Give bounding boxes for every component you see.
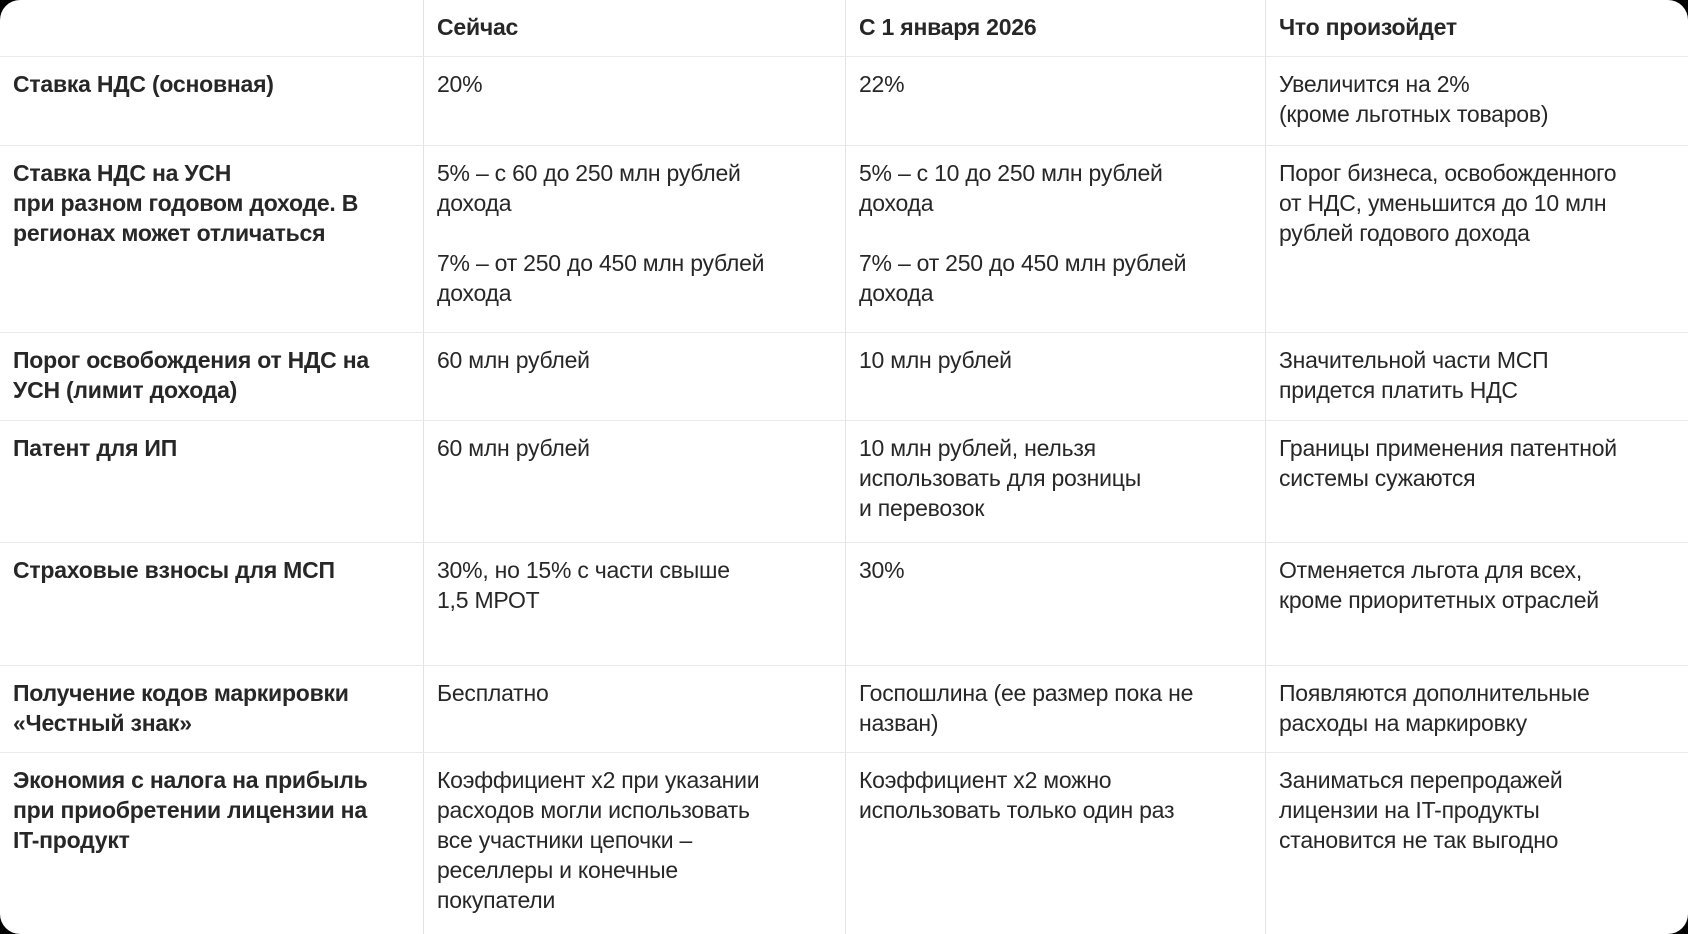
cell-line: 5% – с 60 до 250 млн рублей [437,160,741,186]
data-cell [1265,753,1688,934]
cell-line: при разном годовом доходе. В [13,190,359,216]
cell-paragraph [1279,69,1678,129]
cell-line: 5% – с 10 до 250 млн рублей [859,160,1163,186]
cell-line: реселлеры и конечные [437,857,678,883]
cell-paragraph [859,345,1255,375]
cell-line: Страховые взносы для МСП [13,557,335,583]
cell-line: придется платить НДС [1279,377,1518,403]
cell-paragraph [13,555,413,585]
cell-paragraph [13,158,413,248]
cell-line: 7% – от 250 до 450 млн рублей [437,250,765,276]
row-label-cell [0,146,423,332]
cell-paragraph [859,158,1255,218]
data-cell [1265,421,1688,542]
cell-line: становится не так выгодно [1279,827,1559,853]
table-row [0,333,1688,421]
cell-line: 30%, но 15% с части свыше [437,557,730,583]
cell-paragraph [437,248,835,308]
cell-line: Экономия с налога на прибыль [13,767,368,793]
header-cell-empty [0,0,423,56]
cell-line: Порог бизнеса, освобожденного [1279,160,1617,186]
cell-line: рублей годового дохода [1279,220,1530,246]
cell-line: 10 млн рублей [859,347,1012,373]
row-label-cell [0,543,423,665]
cell-paragraph [1279,158,1678,248]
cell-line: УСН (лимит дохода) [13,377,238,403]
data-cell [423,333,845,420]
cell-paragraph [437,158,835,218]
cell-line: «Честный знак» [13,710,192,736]
data-cell [1265,666,1688,752]
data-cell [1265,333,1688,420]
cell-line: Коэффициент x2 можно [859,767,1112,793]
table-row [0,753,1688,934]
cell-line: все участники цепочки – [437,827,693,853]
cell-line: покупатели [437,887,556,913]
cell-line: 60 млн рублей [437,435,590,461]
header-cell-now: Сейчас [423,0,845,56]
cell-line: Бесплатно [437,680,549,706]
cell-paragraph [859,555,1255,585]
cell-line: лицензии на IT-продукты [1279,797,1540,823]
cell-line: 1,5 МРОТ [437,587,540,613]
cell-paragraph [437,555,835,615]
cell-line: дохода [859,190,934,216]
cell-line: 20% [437,71,483,97]
cell-paragraph [13,433,413,463]
cell-line: назван) [859,710,939,736]
cell-line: расходов могли использовать [437,797,750,823]
data-cell [845,333,1265,420]
cell-paragraph [13,345,413,405]
cell-line: 60 млн рублей [437,347,590,373]
data-cell [423,543,845,665]
cell-line: дохода [859,280,934,306]
data-cell [845,57,1265,145]
header-cell-from-2026: С 1 января 2026 [845,0,1265,56]
cell-paragraph [1279,555,1678,615]
cell-line: Госпошлина (ее размер пока не [859,680,1194,706]
cell-paragraph [859,433,1255,523]
cell-paragraph [437,345,835,375]
data-cell [423,146,845,332]
cell-line: Увеличится на 2% [1279,71,1470,97]
table-row [0,666,1688,753]
cell-line: 22% [859,71,905,97]
row-label-cell [0,753,423,934]
cell-paragraph [1279,433,1678,493]
data-cell [423,666,845,752]
cell-line: 7% – от 250 до 450 млн рублей [859,250,1187,276]
cell-paragraph [13,69,413,99]
cell-line: использовать для розницы [859,465,1142,491]
cell-paragraph [859,69,1255,99]
data-cell [1265,146,1688,332]
cell-line: Порог освобождения от НДС на [13,347,369,373]
cell-paragraph [13,765,413,855]
data-cell [1265,57,1688,145]
data-cell [1265,543,1688,665]
cell-line: Получение кодов маркировки [13,680,349,706]
cell-line: Появляются дополнительные [1279,680,1590,706]
cell-line: дохода [437,190,512,216]
cell-line: Отменяется льгота для всех, [1279,557,1582,583]
table-row [0,146,1688,333]
table-row [0,543,1688,666]
cell-line: и перевозок [859,495,985,521]
table-row [0,421,1688,543]
cell-line: Ставка НДС на УСН [13,160,232,186]
cell-paragraph [859,248,1255,308]
cell-paragraph [437,765,835,915]
cell-line: системы сужаются [1279,465,1476,491]
cell-paragraph [1279,765,1678,855]
cell-line: Заниматься перепродажей [1279,767,1563,793]
cell-line: расходы на маркировку [1279,710,1527,736]
cell-line: от НДС, уменьшится до 10 млн [1279,190,1607,216]
cell-line: Патент для ИП [13,435,178,461]
cell-line: дохода [437,280,512,306]
row-label-cell [0,333,423,420]
cell-paragraph [437,678,835,708]
cell-line: использовать только один раз [859,797,1175,823]
data-cell [423,753,845,934]
cell-line: Ставка НДС (основная) [13,71,274,97]
data-cell [845,666,1265,752]
cell-line: кроме приоритетных отраслей [1279,587,1599,613]
row-label-cell [0,666,423,752]
cell-paragraph [437,433,835,463]
data-cell [845,146,1265,332]
cell-line: Значительной части МСП [1279,347,1549,373]
cell-paragraph [437,69,835,99]
cell-line: Границы применения патентной [1279,435,1617,461]
data-cell [845,753,1265,934]
header-cell-what-happens: Что произойдет [1265,0,1688,56]
cell-line: (кроме льготных товаров) [1279,101,1549,127]
cell-line: 10 млн рублей, нельзя [859,435,1096,461]
row-label-cell [0,57,423,145]
cell-line: IT-продукт [13,827,130,853]
cell-paragraph [859,678,1255,738]
data-cell [845,543,1265,665]
cell-line: регионах может отличаться [13,220,326,246]
data-cell [423,421,845,542]
cell-paragraph [859,765,1255,825]
row-label-cell [0,421,423,542]
cell-paragraph [13,678,413,738]
cell-line: Коэффициент x2 при указании [437,767,760,793]
cell-paragraph [1279,678,1678,738]
cell-paragraph [1279,345,1678,405]
cell-line: 30% [859,557,905,583]
data-cell [423,57,845,145]
data-cell [845,421,1265,542]
cell-line: при приобретении лицензии на [13,797,367,823]
table-row [0,57,1688,146]
table-header-row [0,0,1688,57]
